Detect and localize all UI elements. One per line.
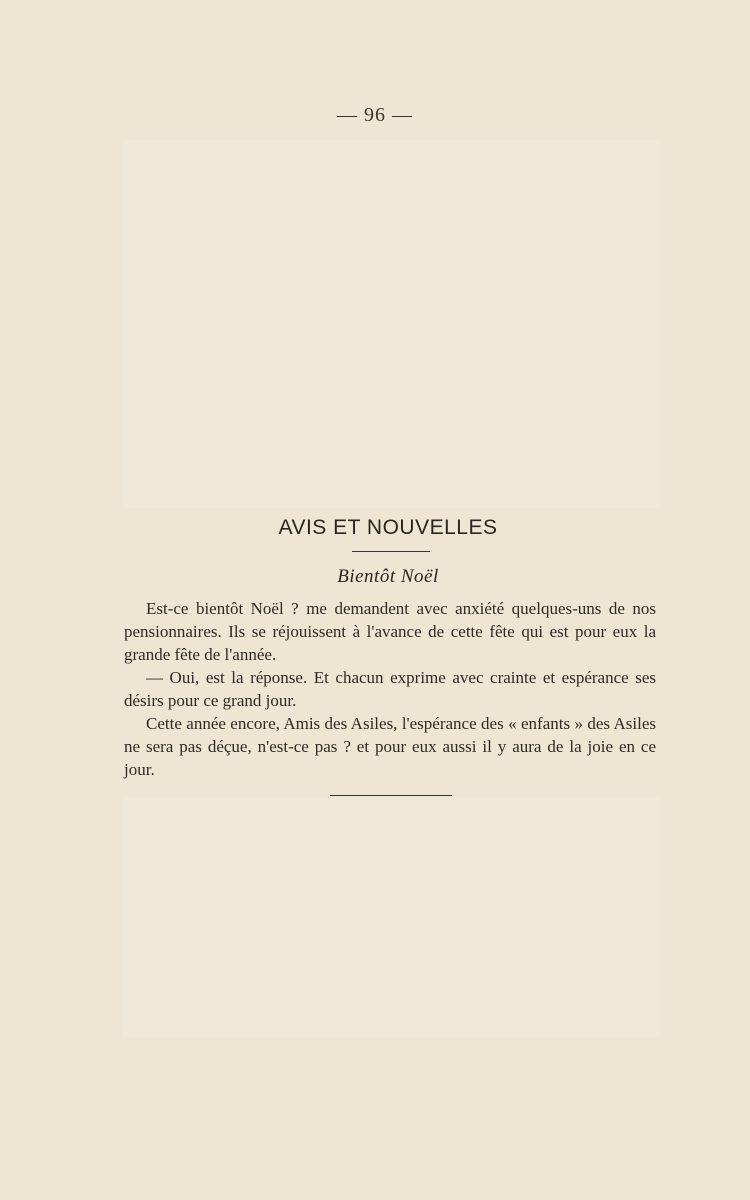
article-paragraph: — Oui, est la réponse. Et chacun exprime avec crainte et espérance ses désirs pour ce grand jour. [124,668,656,710]
section-title: AVIS ET NOUVELLES [278,516,498,539]
page-number: — 96 — [337,104,413,126]
blank-area-bottom [122,797,660,1037]
blank-area-top [122,140,660,508]
title-rule [352,551,430,552]
article-body [124,597,656,781]
article-paragraph: Est-ce bientôt Noël ? me demandent avec anxiété quelques-uns de nos pensionnaires. Ils se réjouissent à l'avance de cette fête qui est pour eux la grande fête de l'année. [124,599,656,664]
article-title: Bientôt Noël [337,566,439,587]
article-paragraph: Cette année encore, Amis des Asiles, l'espérance des « enfants » des Asiles ne sera pas déçue, n'est-ce pas ? et pour eux aussi il y aura de la joie en ce jour. [124,714,656,779]
end-rule [330,795,452,796]
